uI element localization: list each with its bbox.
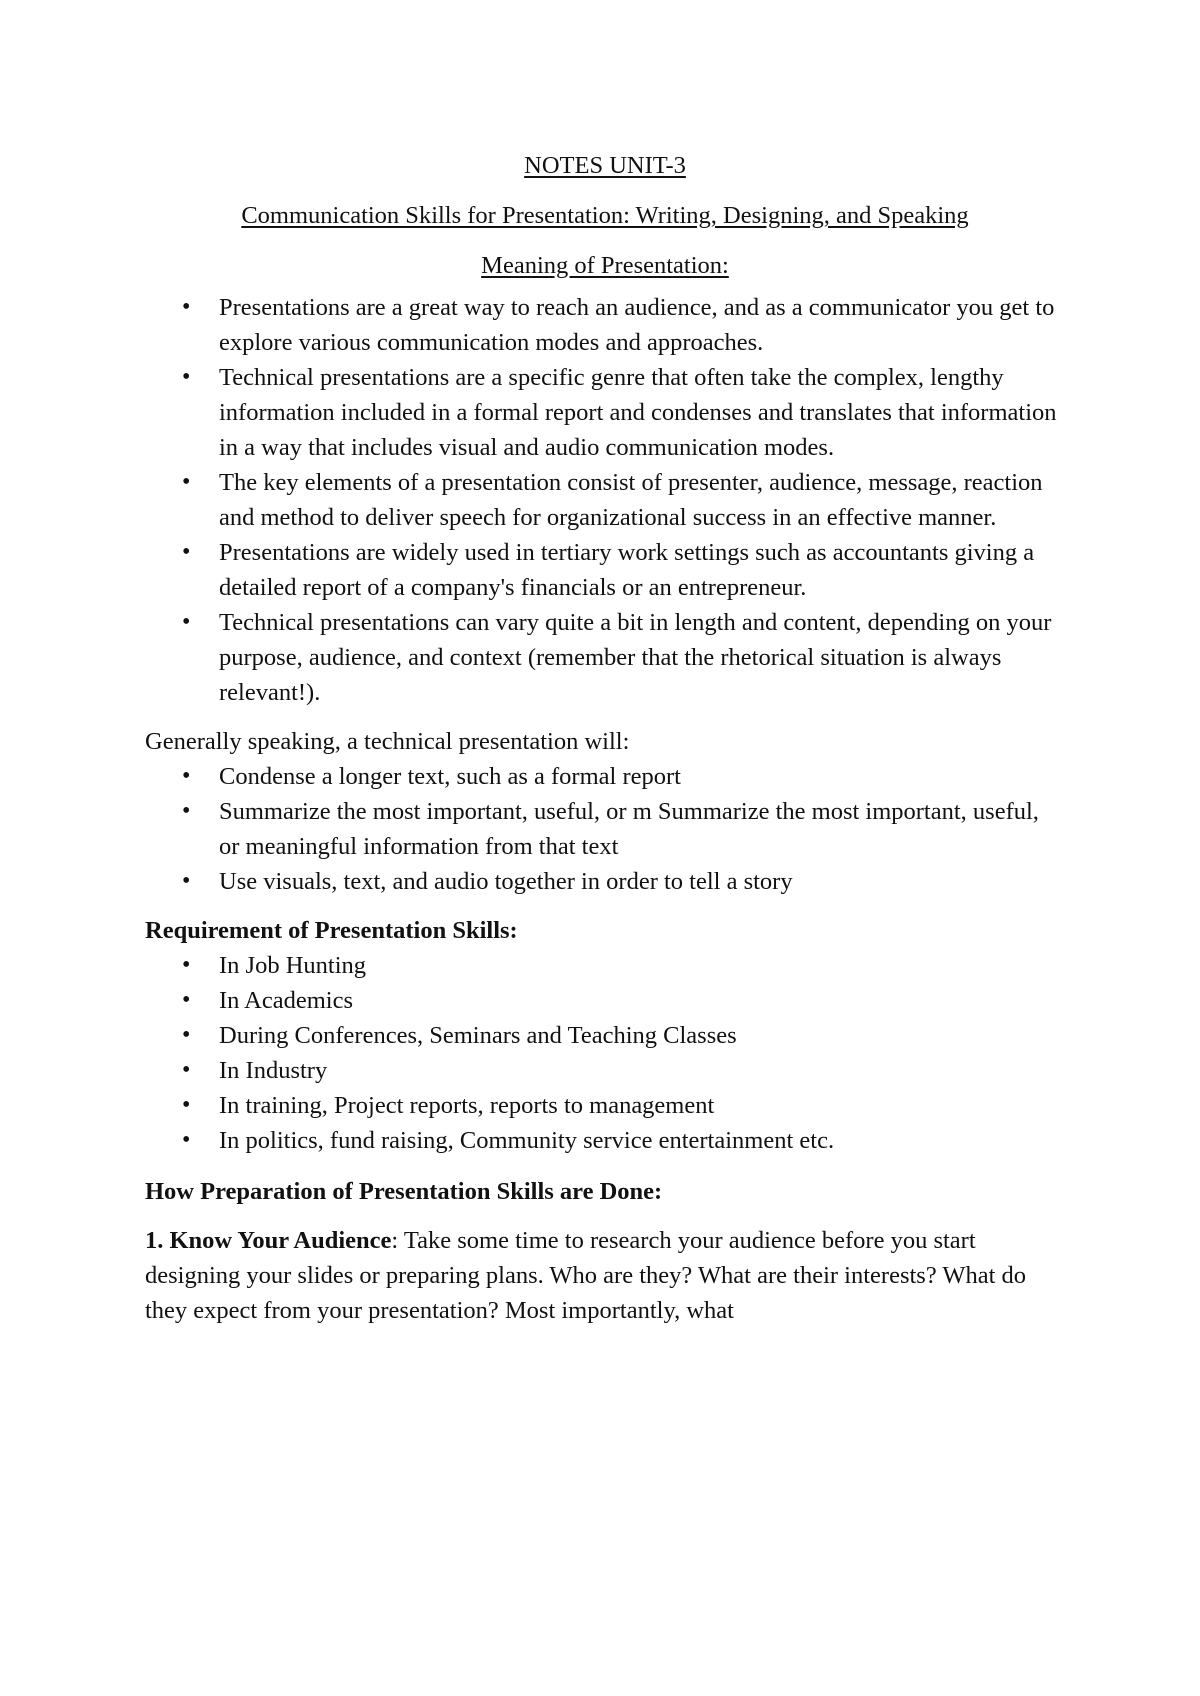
list-item: • The key elements of a presentation consist of presenter, audience, message, reaction and method to deliver speech for organizational success in an effective manner. bbox=[145, 465, 1065, 535]
list-item: • Summarize the most important, useful, or m Summarize the most important, useful, or meaningful information from that text bbox=[145, 794, 1065, 864]
document-subtitle: Communication Skills for Presentation: Writing, Designing, and Speaking bbox=[241, 202, 969, 229]
requirement-bullet-list bbox=[145, 948, 1065, 1158]
list-item: • Presentations are widely used in tertiary work settings such as accountants giving a detailed report of a company's financials or an entrepreneur. bbox=[145, 535, 1065, 605]
list-item: • Use visuals, text, and audio together in order to tell a story bbox=[145, 864, 1065, 899]
list-item: • In politics, fund raising, Community service entertainment etc. bbox=[145, 1123, 1065, 1158]
step-text: : Take some time to research your audience before you start designing your slides or preparing plans. Who are they? What are their interests? What do they expect from your presentation? Most importantly, what bbox=[145, 1227, 1027, 1324]
generally-bullet-list bbox=[145, 759, 1065, 899]
list-item: • During Conferences, Seminars and Teaching Classes bbox=[145, 1018, 1065, 1053]
meaning-bullet-list bbox=[145, 290, 1065, 710]
step-paragraph bbox=[145, 1223, 1065, 1328]
list-item: • Condense a longer text, such as a formal report bbox=[145, 759, 1065, 794]
requirement-heading: Requirement of Presentation Skills: bbox=[145, 917, 518, 944]
meaning-heading: Meaning of Presentation: bbox=[481, 252, 729, 279]
list-item: • In Job Hunting bbox=[145, 948, 1065, 983]
list-item: • Technical presentations can vary quite a bit in length and content, depending on your purpose, audience, and context (remember that the rhetorical situation is always relevant!). bbox=[145, 605, 1065, 710]
list-item: • In training, Project reports, reports to management bbox=[145, 1088, 1065, 1123]
preparation-heading: How Preparation of Presentation Skills are Done: bbox=[145, 1178, 663, 1205]
step-label: 1. Know Your Audience bbox=[145, 1227, 392, 1254]
list-item: • Technical presentations are a specific genre that often take the complex, lengthy information included in a formal report and condenses and translates that information in a way that includes visual and audio communication modes. bbox=[145, 360, 1065, 465]
document-content bbox=[145, 148, 1065, 1328]
page-title: NOTES UNIT-3 bbox=[524, 152, 686, 179]
list-item: • In Industry bbox=[145, 1053, 1065, 1088]
list-item: • In Academics bbox=[145, 983, 1065, 1018]
list-item: • Presentations are a great way to reach an audience, and as a communicator you get to explore various communication modes and approaches. bbox=[145, 290, 1065, 360]
generally-intro: Generally speaking, a technical presentation will: bbox=[145, 728, 630, 755]
